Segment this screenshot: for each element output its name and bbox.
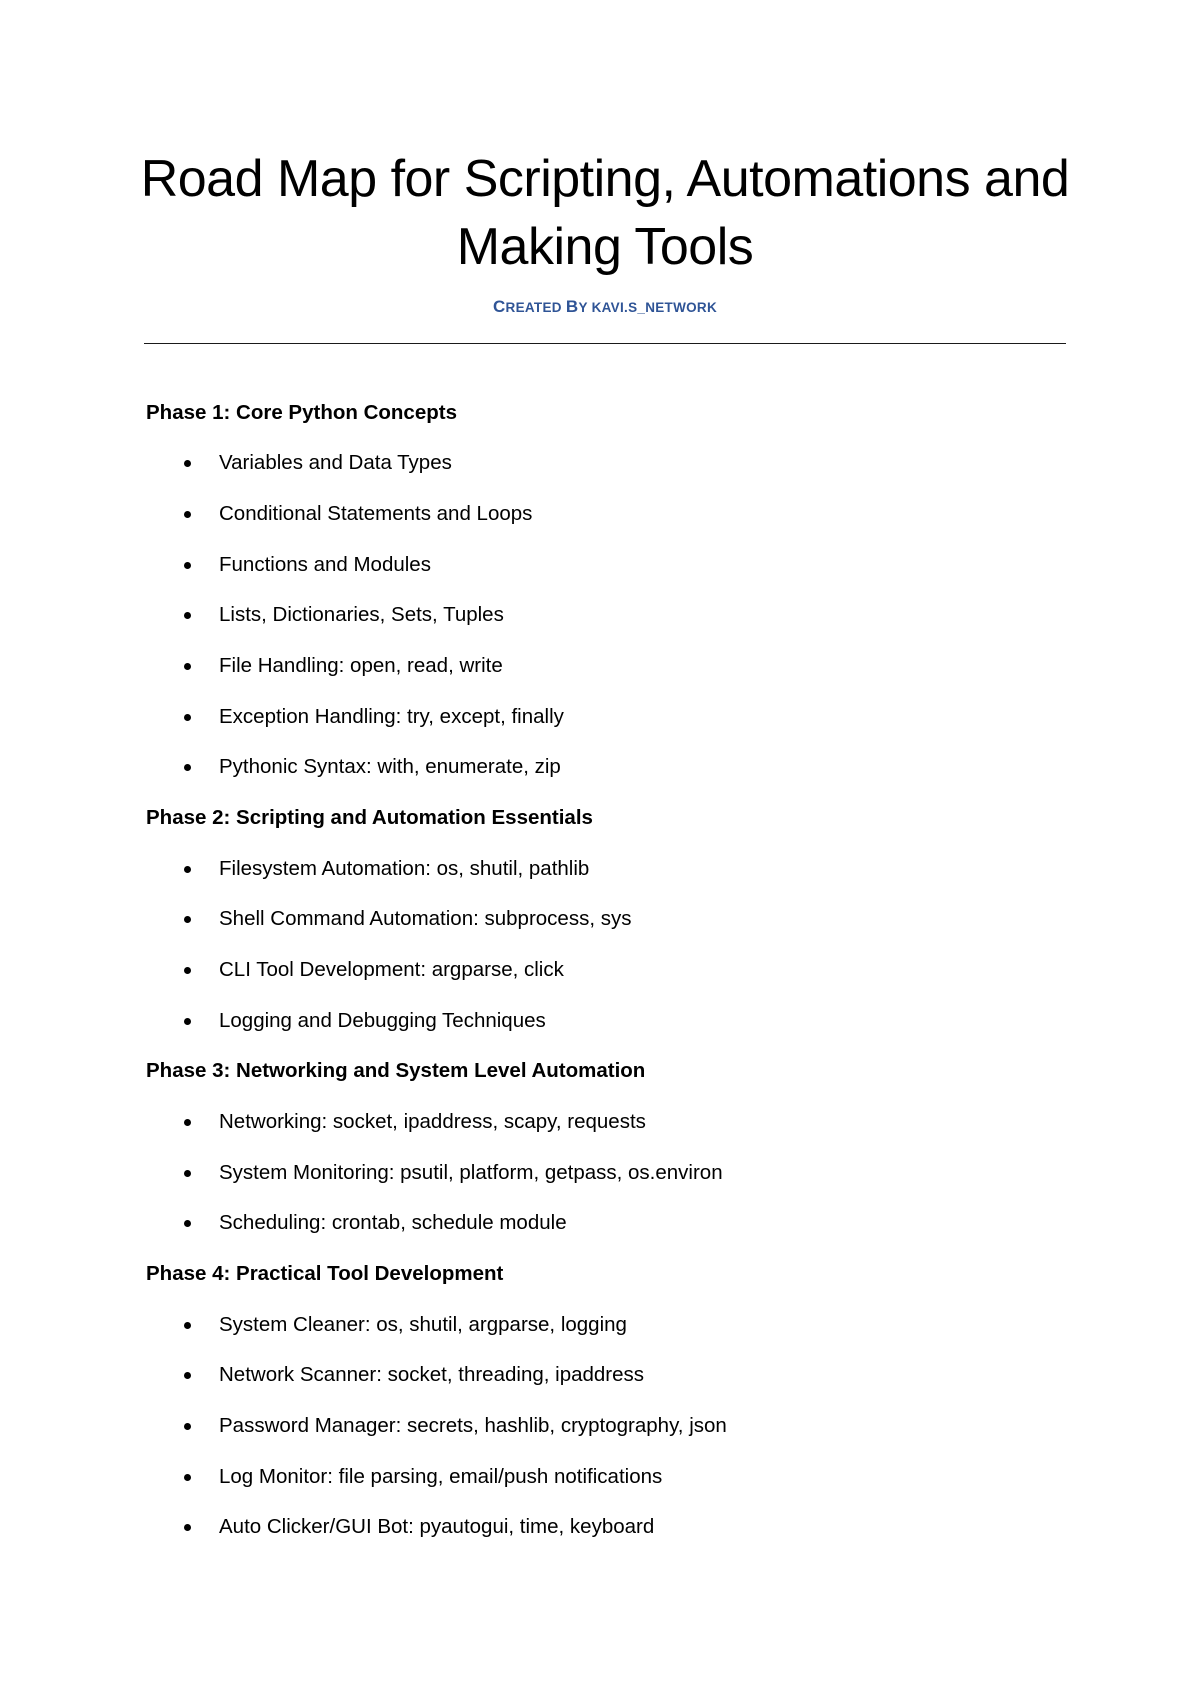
bullet-icon	[184, 916, 191, 923]
bullet-icon	[184, 612, 191, 619]
bullet-icon	[184, 967, 191, 974]
bullet-icon	[184, 1474, 191, 1481]
list-item	[0, 856, 1200, 886]
list-item-text: Functions and Modules	[219, 553, 431, 576]
list-item-text: Networking: socket, ipaddress, scapy, requests	[219, 1110, 646, 1133]
list-item	[0, 1464, 1200, 1494]
list-item	[0, 906, 1200, 936]
bullet-icon	[184, 1220, 191, 1227]
list-item	[0, 1413, 1200, 1443]
bullet-icon	[184, 511, 191, 518]
header-divider	[144, 343, 1066, 344]
bullet-icon	[184, 460, 191, 467]
list-item-text: Lists, Dictionaries, Sets, Tuples	[219, 603, 504, 626]
list-item	[0, 450, 1200, 480]
document-title	[130, 145, 1080, 281]
list-item	[0, 1160, 1200, 1190]
list-item	[0, 653, 1200, 683]
list-item	[0, 1008, 1200, 1038]
list-item	[0, 754, 1200, 784]
title-line-1: Road Map for Scripting, Automations and	[140, 150, 1070, 208]
author-subtitle	[130, 296, 1080, 319]
list-item	[0, 1514, 1200, 1544]
list-item	[0, 1109, 1200, 1139]
list-item	[0, 1210, 1200, 1240]
bullet-icon	[184, 1170, 191, 1177]
bullet-icon	[184, 1119, 191, 1126]
list-item-text: File Handling: open, read, write	[219, 654, 503, 677]
subtitle-created: REATED	[505, 300, 566, 315]
bullet-icon	[184, 1322, 191, 1329]
list-item-text: Network Scanner: socket, threading, ipaddress	[219, 1363, 645, 1386]
bullet-icon	[184, 764, 191, 771]
list-item	[0, 1312, 1200, 1342]
phase-2-heading: Phase 2: Scripting and Automation Essentials	[146, 806, 593, 829]
list-item	[0, 957, 1200, 987]
phase-4-heading: Phase 4: Practical Tool Development	[146, 1262, 504, 1285]
bullet-icon	[184, 1372, 191, 1379]
list-item-text: Exception Handling: try, except, finally	[219, 705, 564, 728]
list-item-text: Pythonic Syntax: with, enumerate, zip	[219, 755, 561, 778]
title-line-2: Making Tools	[456, 218, 754, 276]
phase-3-heading: Phase 3: Networking and System Level Automation	[146, 1059, 646, 1082]
list-item	[0, 704, 1200, 734]
phase-1-heading: Phase 1: Core Python Concepts	[146, 401, 457, 424]
list-item	[0, 552, 1200, 582]
bullet-icon	[184, 866, 191, 873]
list-item-text: Password Manager: secrets, hashlib, cryptography, json	[219, 1414, 727, 1437]
list-item-text: Conditional Statements and Loops	[219, 502, 533, 525]
subtitle-cap-c: C	[492, 297, 506, 316]
list-item	[0, 501, 1200, 531]
list-item	[0, 602, 1200, 632]
list-item	[0, 1362, 1200, 1392]
list-item-text: Filesystem Automation: os, shutil, pathlib	[219, 857, 590, 880]
bullet-icon	[184, 1018, 191, 1025]
bullet-icon	[184, 1524, 191, 1531]
bullet-icon	[184, 714, 191, 721]
list-item-text: System Cleaner: os, shutil, argparse, logging	[219, 1313, 627, 1336]
subtitle-author: Y KAVI.S_NETWORK	[578, 300, 718, 315]
list-item-text: Shell Command Automation: subprocess, sys	[219, 907, 632, 930]
list-item-text: System Monitoring: psutil, platform, getpass, os.environ	[219, 1161, 723, 1184]
subtitle-cap-b: B	[565, 297, 579, 316]
list-item-text: Log Monitor: file parsing, email/push notifications	[219, 1465, 663, 1488]
list-item-text: Scheduling: crontab, schedule module	[219, 1211, 567, 1234]
list-item-text: Variables and Data Types	[219, 451, 452, 474]
list-item-text: Logging and Debugging Techniques	[219, 1009, 546, 1032]
bullet-icon	[184, 562, 191, 569]
list-item-text: Auto Clicker/GUI Bot: pyautogui, time, keyboard	[219, 1515, 655, 1538]
bullet-icon	[184, 663, 191, 670]
list-item-text: CLI Tool Development: argparse, click	[219, 958, 564, 981]
bullet-icon	[184, 1423, 191, 1430]
